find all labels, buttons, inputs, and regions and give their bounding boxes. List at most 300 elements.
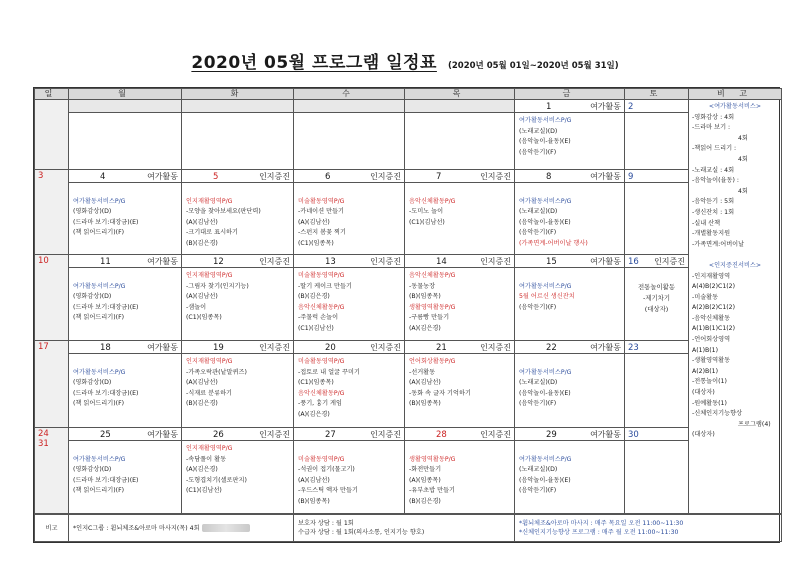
activity-line: (음악듣기)(F): [519, 487, 557, 494]
day-number: 9: [628, 172, 634, 182]
note-line: -가족면계:어버이날: [692, 240, 745, 248]
activity-line: (영화감상)(D): [73, 208, 112, 215]
activity-line: -선거활동: [409, 368, 436, 376]
day-cell-thu: [405, 341, 515, 428]
day-number: 3: [38, 171, 44, 181]
note-line: -영화감상 : 4회: [692, 113, 735, 121]
activity-type-label: 여가활동: [147, 257, 178, 266]
activity-type-label: 여가활동: [590, 172, 621, 181]
activity-type-label: 인지증진: [370, 430, 401, 439]
day-cell-thu: [405, 100, 515, 170]
note-line: -노래교실 : 4회: [692, 166, 735, 174]
activity-line: (A)(김남선): [186, 293, 218, 300]
day-activities: [69, 183, 181, 239]
redacted-block: [202, 524, 250, 532]
day-header: [405, 100, 514, 113]
activity-type-label: 여가활동: [590, 102, 621, 111]
notes-column: [689, 100, 782, 514]
note-line: -개별활동지원: [692, 230, 731, 238]
day-cell-mon: [69, 170, 182, 255]
page-header: [0, 48, 810, 73]
activity-line: -접토로 내 얼굴 꾸미기: [298, 368, 360, 376]
day-number: 15: [546, 257, 557, 267]
activity-line: [73, 357, 177, 368]
activity-line: -구름빵 만들기: [409, 314, 450, 321]
day-cell-mon: [69, 341, 182, 428]
activity-line: (책 읽어드리기)(F): [73, 229, 125, 236]
footer-right: *휨뇌체조&아로마 마사지 : 매주 목요일 오전 11:00~11:30 *신체인지기능향상 프로그램 : 매주 월 오전 11:00~11:30: [515, 515, 782, 542]
day-activities: [182, 354, 293, 410]
activity-line: 여가활동서비스P/G: [519, 197, 572, 205]
activity-line: -모양을 찾아보세요(판단력): [186, 208, 261, 215]
day-activities: [294, 441, 404, 507]
activity-line: [409, 186, 510, 197]
day-header: [294, 255, 404, 268]
activity-line: (B)(김은경): [409, 497, 441, 505]
activity-line: (B)(김은경): [186, 239, 218, 247]
activity-line: 음악신체활동P/G: [298, 303, 345, 311]
activity-line: -가족오락관(낱말퀴즈): [186, 368, 247, 376]
note-line: 프로그램(4): [738, 420, 771, 428]
activity-type-label: 여가활동: [147, 343, 178, 352]
week-row: [35, 170, 782, 255]
activity-type-label: 인지증진: [259, 257, 290, 266]
activity-type-label: 인지증진: [370, 257, 401, 266]
activity-line: (A)(김은경): [298, 410, 330, 418]
col-sat: 토: [625, 89, 689, 100]
day-header: [182, 428, 293, 441]
note-line: -실내 산책: [692, 219, 721, 227]
activity-line: 여가활동서비스P/G: [73, 197, 126, 205]
activity-type-label: 여가활동: [147, 172, 178, 181]
activity-line: [519, 357, 620, 368]
day-activities: [515, 441, 624, 497]
activity-line: [298, 444, 400, 455]
activity-line: (A)(김은경): [409, 324, 441, 332]
activity-line: (A)(임종목): [409, 476, 441, 484]
activity-line: -동화 속 글자 기억하기: [409, 389, 471, 397]
activity-type-label: 인지증진: [480, 430, 511, 439]
day-cell-tue: [182, 100, 294, 170]
activity-line: (B)(김은경): [186, 400, 218, 407]
activity-line: 미술활동영역P/G: [298, 455, 345, 463]
activity-type-label: 여가활동: [590, 257, 621, 266]
day-number: 10: [38, 256, 49, 266]
activity-line: 인지재활영역P/G: [186, 358, 233, 365]
activity-line: 미술활동영역P/G: [298, 197, 345, 205]
activity-line: (대상자): [644, 305, 669, 313]
day-header: [69, 170, 181, 183]
activity-line: (음악듣기)(F): [519, 400, 557, 407]
day-number: 28: [436, 430, 447, 440]
day-cell-wed: [294, 255, 405, 341]
activity-line: -석권이 접기(물고기): [298, 466, 355, 473]
day-activities: [294, 183, 404, 249]
day-number: 23: [628, 343, 639, 353]
day-header: [625, 100, 688, 113]
week-row: [35, 100, 782, 170]
day-header: [405, 170, 514, 183]
day-cell-tue: [182, 341, 294, 428]
activity-line: (C1)(임종목): [298, 379, 334, 386]
day-number: 6: [325, 172, 331, 182]
activity-line: (노래교실)(D): [519, 208, 558, 215]
day-number: 29: [546, 430, 557, 440]
day-cell-fri: [515, 428, 625, 514]
day-activities: [405, 441, 514, 507]
day-header: [625, 428, 688, 441]
activity-line: 인지재활영역P/G: [186, 272, 233, 279]
day-header: [69, 341, 181, 354]
day-cell-mon: [69, 428, 182, 514]
activity-type-label: 여가활동: [147, 430, 178, 439]
day-activities: [515, 183, 624, 249]
activity-line: (B)(김은경): [298, 293, 330, 300]
activity-line: -속담풀이 활동: [186, 455, 227, 463]
sunday-cell: [35, 341, 69, 428]
activity-line: 5월 어르신 생신잔치: [519, 293, 575, 300]
day-activities: [69, 268, 181, 324]
note-line: A(4)B(2)C1(2): [692, 283, 736, 291]
footer-label: 비고: [35, 515, 69, 542]
day-number: 20: [325, 343, 336, 353]
week-row: [35, 255, 782, 341]
day-header: [515, 255, 624, 268]
note-line: A(1)B(1)C1(2): [692, 325, 736, 333]
note-line: <여가활동서비스>: [708, 103, 762, 110]
activity-line: (B)(임종목): [409, 293, 441, 300]
day-activities: [294, 268, 404, 334]
activity-line: (A)(김남선): [298, 218, 330, 226]
note-line: -원예활동(1): [692, 399, 727, 407]
day-header: [405, 428, 514, 441]
day-number: 11: [100, 257, 111, 267]
day-header: [405, 255, 514, 268]
day-header: [69, 255, 181, 268]
day-number: 7: [436, 172, 442, 182]
note-line: (대상자): [692, 389, 715, 397]
day-activities: [69, 441, 181, 497]
sunday-cell: [35, 170, 69, 255]
activity-type-label: 인지증진: [480, 343, 511, 352]
activity-line: (드라마 보기:대장금)(E): [73, 303, 139, 311]
activity-line: (책 읽어드리기)(F): [73, 314, 125, 321]
activity-type-label: 인지증진: [259, 343, 290, 352]
activity-line: (C1)(김남선): [298, 324, 334, 332]
day-number: 2: [628, 102, 634, 112]
day-header: [405, 341, 514, 354]
sunday-cell: [35, 255, 69, 341]
activity-line: (영화감상)(D): [73, 379, 112, 386]
activity-line: -화전만들기: [409, 466, 442, 473]
day-cell-wed: [294, 428, 405, 514]
schedule-table: [34, 88, 782, 514]
activity-line: (A)(김남선): [298, 476, 330, 484]
day-cell-fri: [515, 255, 625, 341]
note-line: [692, 250, 778, 261]
day-activities: [69, 354, 181, 410]
activity-line: (A)(김남선): [409, 379, 441, 386]
activity-line: (가족면계-어버이날 행사): [519, 239, 588, 247]
day-cell-mon: [69, 100, 182, 170]
note-line: A(2)B(2)C1(2): [692, 304, 736, 312]
activity-line: 음악신체활동P/G: [409, 272, 456, 279]
activity-line: 여가활동서비스P/G: [519, 117, 572, 124]
note-line: -신체인지기능향상: [692, 410, 743, 418]
saturday-cell: [625, 170, 689, 255]
activity-line: 여가활동서비스P/G: [73, 455, 126, 463]
page-title: 2020년 05월 프로그램 일정표: [191, 53, 437, 73]
activity-line: 생활영역활동P/G: [409, 455, 456, 463]
day-number: 8: [546, 172, 552, 182]
activity-line: (음악놀이-율동)(E): [519, 218, 571, 226]
note-line: -미술활동: [692, 293, 719, 301]
day-cell-fri: [515, 341, 625, 428]
activity-line: (C1)(김남선): [409, 218, 445, 226]
footer-table: [34, 514, 782, 542]
note-line: A(1)B(1): [692, 346, 719, 354]
activity-line: -샘놀이: [186, 303, 207, 311]
day-cell-thu: [405, 428, 515, 514]
activity-line: -유부초밥 만들기: [409, 487, 456, 494]
day-cell-fri: [515, 100, 625, 170]
day-cell-thu: [405, 255, 515, 341]
activity-line: (음악듣기)(F): [519, 229, 557, 236]
day-cell-wed: [294, 341, 405, 428]
activity-line: (영화감상)(D): [73, 466, 112, 473]
day-number: 12: [213, 257, 224, 267]
activity-line: (노래교실)(D): [519, 127, 558, 135]
activity-line: (C1)(임종목): [298, 239, 334, 247]
activity-line: (드라마 보기:대장금)(E): [73, 218, 139, 226]
activity-line: -풍기, 흉기 게임: [298, 400, 342, 407]
activity-type-label: 여가활동: [590, 430, 621, 439]
activity-line: (영화감상)(D): [73, 293, 112, 300]
day-activities: [405, 268, 514, 334]
sunday-cell: [35, 100, 69, 170]
day-number: 22: [546, 343, 557, 353]
activity-line: 미술활동영역P/G: [298, 358, 345, 365]
day-activities: [405, 113, 514, 116]
activity-line: (노래교실)(D): [519, 379, 558, 386]
col-sun: 일: [35, 89, 69, 100]
note-line: -언어회상영역: [692, 336, 731, 344]
day-header: [515, 428, 624, 441]
activity-line: [186, 186, 289, 197]
activity-line: (A)(김남선): [186, 218, 218, 226]
note-line: -인지재활영역: [692, 272, 731, 280]
day-number: 13: [325, 257, 336, 267]
note-line: <인지증진서비스>: [708, 261, 762, 269]
activity-line: -크기대로 표시하기: [186, 229, 239, 236]
activity-line: (드라마 보기:대장금)(E): [73, 389, 139, 397]
note-line: -음악신체활동: [692, 314, 731, 322]
day-header: [69, 100, 181, 113]
activity-line: -제기차기: [643, 294, 670, 302]
activity-line: (음악놀이-율동)(E): [519, 138, 571, 145]
day-header: [625, 341, 688, 354]
activity-line: -도형겹치기(셀로판지): [186, 476, 247, 484]
activity-line: 미술활동영역P/G: [298, 272, 345, 279]
day-activities: [625, 268, 688, 315]
activity-line: (음악듣기)(F): [519, 148, 557, 156]
day-activities: [182, 441, 293, 497]
col-fri: 금: [515, 89, 625, 100]
note-line: -책읽어 드리기 :: [692, 145, 737, 153]
day-number: 27: [325, 430, 336, 440]
activity-line: (노래교실)(D): [519, 466, 558, 473]
col-tue: 화: [182, 89, 294, 100]
saturday-cell: [625, 341, 689, 428]
day-header: [294, 100, 404, 113]
activity-line: (책 읽어드리기)(F): [73, 487, 125, 494]
day-header: [515, 341, 624, 354]
note-line: -생활영역활동: [692, 357, 731, 365]
activity-line: (C1)(김남선): [186, 487, 222, 494]
day-number: 24 31: [38, 429, 49, 449]
day-number: 16: [628, 257, 639, 267]
saturday-cell: [625, 100, 689, 170]
day-cell-fri: [515, 170, 625, 255]
note-line: -전통놀이(1): [692, 378, 727, 386]
footer-left: *인지C그룹 : 휨뇌체조&아로마 마사지(목) 4회: [69, 515, 294, 542]
day-number: 21: [436, 343, 447, 353]
day-cell-thu: [405, 170, 515, 255]
activity-line: (음악놀이-율동)(E): [519, 476, 571, 484]
activity-line: [73, 186, 177, 197]
day-header: [182, 100, 293, 113]
note-line: -음악듣기 : 5회: [692, 198, 735, 206]
note-line: -생신잔치 : 1회: [692, 208, 735, 216]
notes-list: [689, 100, 781, 443]
activity-line: (A)(김남선): [186, 379, 218, 386]
day-number: [35, 100, 68, 102]
activity-line: (B)(임종목): [409, 400, 441, 407]
day-activities: [182, 183, 293, 249]
day-number: 26: [213, 430, 224, 440]
activity-line: 여가활동서비스P/G: [73, 282, 126, 290]
activity-line: 여가활동서비스P/G: [519, 368, 572, 376]
activity-line: 여가활동서비스P/G: [73, 368, 126, 376]
activity-type-label: 여가활동: [590, 343, 621, 352]
day-activities: [294, 113, 404, 116]
day-activities: [405, 354, 514, 410]
note-line: 4회: [738, 187, 748, 195]
activity-line: 전통놀이활동: [637, 283, 676, 291]
col-wed: 수: [294, 89, 405, 100]
weekday-header-row: [35, 89, 782, 100]
day-header: [625, 170, 688, 183]
activity-line: (책 읽어드리기)(F): [73, 400, 125, 407]
activity-line: 음악신체활동P/G: [409, 197, 456, 205]
day-activities: [182, 268, 293, 324]
day-cell-wed: [294, 100, 405, 170]
activity-line: -그림자 찾기(인지기능): [186, 282, 249, 290]
note-line: 4회: [738, 155, 748, 163]
col-thu: 목: [405, 89, 515, 100]
saturday-cell: [625, 428, 689, 514]
footer-row: [35, 515, 782, 542]
activity-line: (B)(임종목): [298, 497, 330, 505]
week-row: [35, 428, 782, 514]
day-header: [294, 341, 404, 354]
note-line: (대상자): [692, 431, 715, 439]
day-number: 17: [38, 342, 49, 352]
activity-line: (드라마 보기:대장금)(E): [73, 476, 139, 484]
day-activities: [182, 113, 293, 116]
day-activities: [515, 354, 624, 410]
col-mon: 월: [69, 89, 182, 100]
activity-type-label: 인지증진: [480, 257, 511, 266]
activity-type-label: 인지증진: [654, 257, 685, 266]
day-activities: [405, 183, 514, 228]
activity-type-label: 인지증진: [259, 430, 290, 439]
activity-type-label: 인지증진: [370, 343, 401, 352]
activity-type-label: 인지증진: [259, 172, 290, 181]
activity-line: [298, 186, 400, 197]
activity-line: [73, 271, 177, 282]
activity-line: 음악신체활동P/G: [298, 389, 345, 397]
day-number: 19: [213, 343, 224, 353]
day-cell-tue: [182, 170, 294, 255]
activity-type-label: 인지증진: [370, 172, 401, 181]
activity-line: -카네이션 만들기: [298, 208, 345, 215]
week-row: [35, 341, 782, 428]
activity-line: [519, 186, 620, 197]
activity-line: (C1)(임종목): [186, 314, 222, 321]
activity-line: -도미노 놀이: [409, 208, 444, 215]
day-cell-wed: [294, 170, 405, 255]
activity-line: 인지재활영역P/G: [186, 197, 233, 205]
activity-line: -동물농장: [409, 282, 436, 290]
day-number: 1: [546, 102, 552, 112]
day-activities: [515, 268, 624, 313]
day-activities: [515, 113, 624, 158]
activity-line: -식재료 분류하기: [186, 389, 233, 397]
activity-line: [519, 444, 620, 455]
footer-middle: 보호자 상담 : 월 1회 수급자 상담 : 월 1회(의사소통, 인지기능 향호): [294, 515, 515, 542]
activity-line: (음악놀이-율동)(E): [519, 389, 571, 397]
day-activities: [69, 113, 181, 116]
activity-line: (A)(김은경): [186, 466, 218, 473]
day-activities: [294, 354, 404, 420]
day-cell-tue: [182, 428, 294, 514]
note-line: A(2)B(1): [692, 367, 719, 375]
day-number: 4: [100, 172, 106, 182]
activity-line: 여가활동서비스P/G: [519, 282, 572, 290]
day-header: [182, 255, 293, 268]
day-header: [625, 255, 688, 268]
activity-line: -딸기 케이크 만들기: [298, 282, 352, 290]
note-line: -드라마 보기 :: [692, 124, 731, 132]
day-header: [182, 170, 293, 183]
note-line: 4회: [738, 134, 748, 142]
activity-line: 인지재활영역P/G: [186, 445, 233, 452]
day-header: [515, 170, 624, 183]
day-number: 25: [100, 430, 111, 440]
date-range: (2020년 05월 01일~2020년 05월 31일): [448, 61, 619, 71]
day-number: 18: [100, 343, 111, 353]
day-header: [69, 428, 181, 441]
activity-line: [519, 271, 620, 282]
note-line: -음악놀이(율동) :: [692, 177, 739, 185]
col-notes: 비 고: [689, 89, 782, 100]
saturday-cell: [625, 255, 689, 341]
activity-line: [409, 444, 510, 455]
day-cell-tue: [182, 255, 294, 341]
activity-line: 여가활동서비스P/G: [519, 455, 572, 463]
schedule-sheet: [33, 87, 780, 543]
